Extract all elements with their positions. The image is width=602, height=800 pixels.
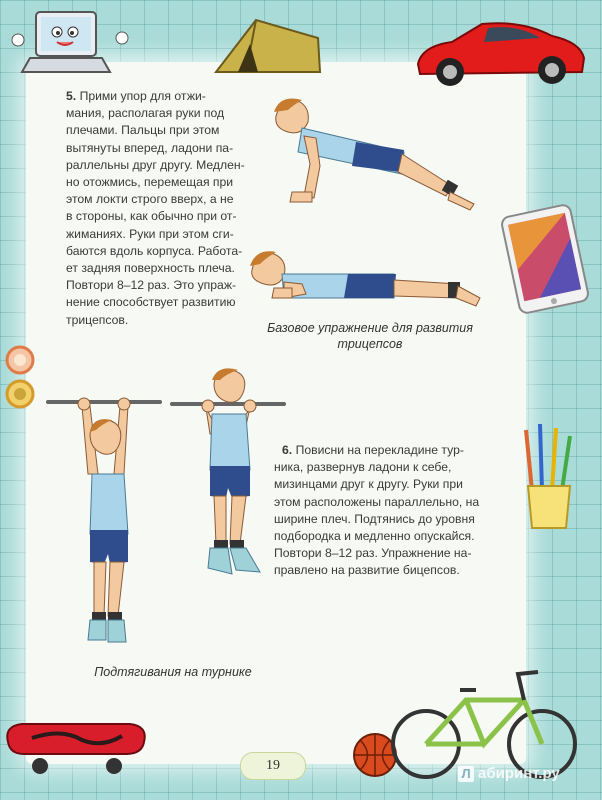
bicycle-icon <box>384 660 584 780</box>
exercise-5-line: баются вдоль корпуса. Работа- <box>66 243 243 258</box>
pushup-figure-down <box>244 244 494 314</box>
pullup-figure-hanging <box>46 394 164 650</box>
exercise-5-line: 5. Прими упор для отжи- <box>66 89 206 103</box>
laptop-icon <box>10 8 130 80</box>
exercise-5-line: но отожмись, перемещая при <box>66 175 234 190</box>
exercise-5-text <box>66 88 250 329</box>
exercise-6-line: ширине плеч. Подтянись до уровня <box>274 511 475 526</box>
pullup-figure-raised <box>170 364 286 584</box>
exercise-6-line: 6. Повисни на перекладине тур- <box>282 443 464 457</box>
exercise-5-line: нение способствует развитию <box>66 295 236 310</box>
caption-pushups-line: Базовое упражнение для развития <box>267 321 473 335</box>
exercise-5-line: Повтори 8–12 раз. Это упраж- <box>66 278 237 293</box>
badge-icons <box>2 346 38 410</box>
skateboard-icon <box>2 712 150 778</box>
watermark <box>458 765 560 782</box>
exercise-5-line: трицепсов. <box>66 312 129 327</box>
exercise-5-line: в стороны, как обычно при от- <box>66 209 237 224</box>
exercise-6-text <box>274 442 514 580</box>
exercise-5-line: ет задняя поверхность плеча. <box>66 261 235 276</box>
caption-pullups: Подтягивания на турнике <box>94 665 252 679</box>
exercise-5-line: плечами. Пальцы при этом <box>66 123 220 138</box>
exercise-5-line: жиманиях. Руки при этом сги- <box>66 226 234 241</box>
exercise-5-line: мания, располагая руки под <box>66 106 225 121</box>
exercise-6-line: Повтори 8–12 раз. Упражнение на- <box>274 546 472 561</box>
pencil-cup-icon <box>520 420 578 530</box>
exercise-6-line: ника, развернув ладони к себе, <box>274 460 452 475</box>
exercise-6-line: мизинцами друг к другу. Руки при <box>274 477 463 492</box>
watermark-logo-icon: Л <box>458 766 474 782</box>
exercise-6-line: подбородка и медленно опускайся. <box>274 529 475 544</box>
watermark-text: абиринт.ру <box>478 765 560 782</box>
red-sports-car <box>412 12 592 92</box>
exercise-5-line: этом локти строго вверх, а не <box>66 192 234 207</box>
caption-pushups-line: трицепсов <box>337 337 403 351</box>
exercise-6-line: правлено на развитие бицепсов. <box>274 563 460 578</box>
caption-pushups <box>250 320 490 352</box>
tent-icon <box>206 14 328 76</box>
exercise-5-line: вытянуты вперед, ладони па- <box>66 140 234 155</box>
exercise-6-line: этом расположены параллельно, на <box>274 494 480 509</box>
exercise-5-line: раллельны друг другу. Медлен- <box>66 157 245 172</box>
pushup-figure-up <box>252 92 492 214</box>
page-number: 19 <box>240 752 306 780</box>
exercise-5-number: 5. <box>66 89 77 103</box>
exercise-6-number: 6. <box>282 443 293 457</box>
tablet-icon <box>502 204 588 314</box>
